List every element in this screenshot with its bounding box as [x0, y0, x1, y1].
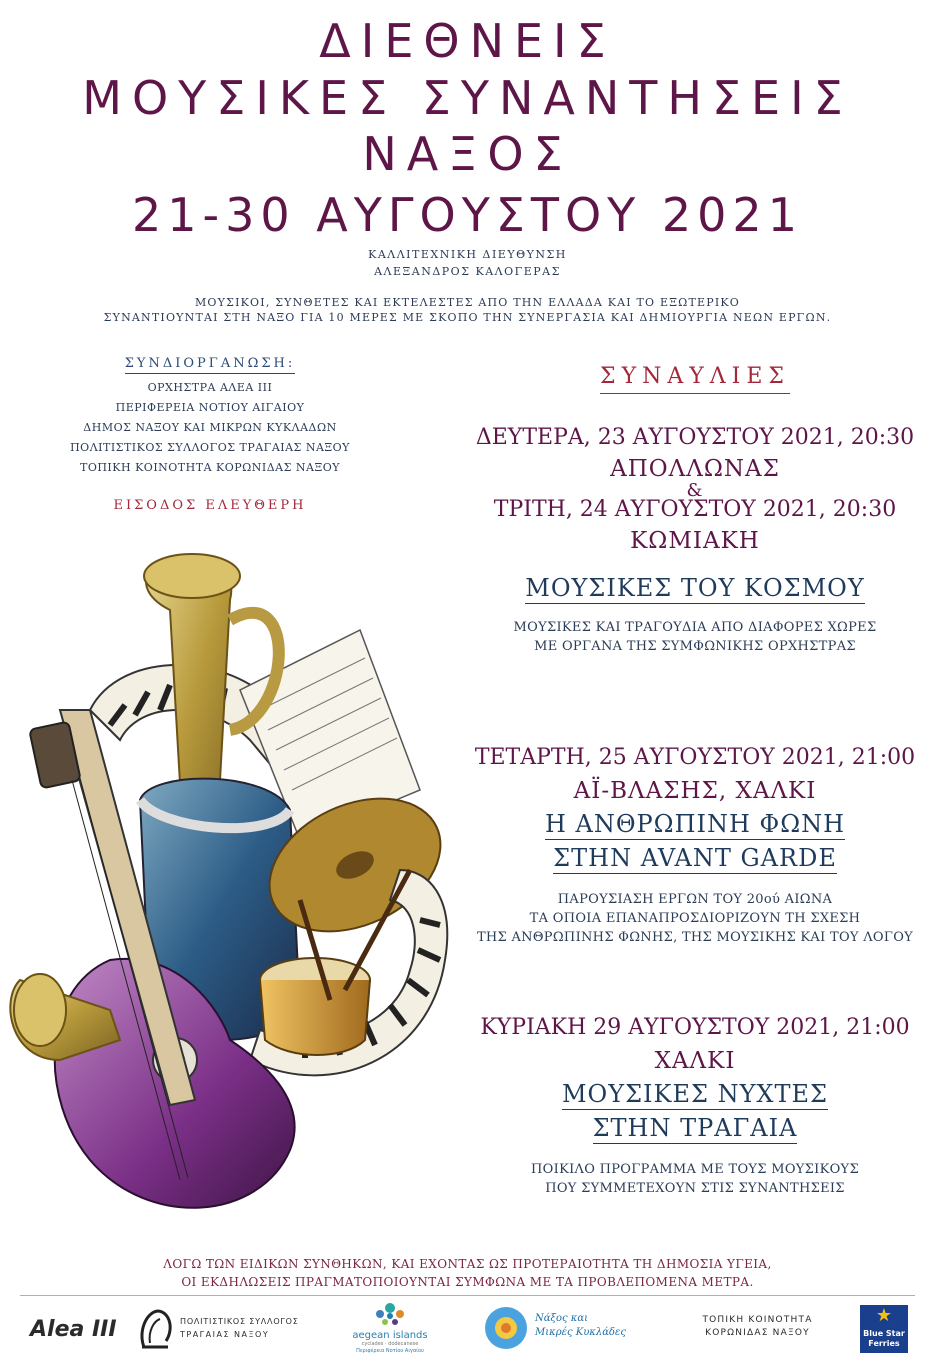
program-desc: ΠΑΡΟΥΣΙΑΣΗ ΕΡΓΩΝ ΤΟΥ 20ού ΑΙΩΝΑ: [557, 892, 833, 907]
aegean-logo-text: aegean islands: [352, 1330, 428, 1341]
concerts-heading: ΣΥΝΑΥΛΙΕΣ: [600, 364, 790, 394]
free-entry: ΕΙΣΟΔΟΣ ΕΛΕΥΘΕΡΗ: [113, 498, 307, 513]
program-title: ΜΟΥΣΙΚΕΣ ΝΥΧΤΕΣ: [561, 1080, 828, 1108]
concert-venue: ΚΩΜΙΑΚΗ: [630, 528, 760, 554]
organizer-item: ΔΗΜΟΣ ΝΑΞΟΥ ΚΑΙ ΜΙΚΡΩΝ ΚΥΚΛΑΔΩΝ: [83, 421, 337, 434]
local-community-logo: [680, 1315, 835, 1338]
program-desc: ΠΟΥ ΣΥΜΜΕΤΕΧΟΥΝ ΣΤΙΣ ΣΥΝΑΝΤΗΣΕΙΣ: [545, 1181, 845, 1196]
local-logo-line2: ΚΟΡΩΝΙΔΑΣ ΝΑΞΟΥ: [705, 1328, 810, 1338]
health-note-line: ΛΟΓΩ ΤΩΝ ΕΙΔΙΚΩΝ ΣΥΝΘΗΚΩΝ, ΚΑΙ ΕΧΟΝΤΑΣ ΩΣ ΠΡΟΤΕΡΑΙΟΤΗΤΑ ΤΗ ΔΗΜΟΣΙΑ ΥΓΕΙΑ,: [163, 1257, 772, 1271]
concert-date: ΔΕΥΤΕΡΑ, 23 ΑΥΓΟΥΣΤΟΥ 2021, 20:30: [475, 425, 915, 450]
cultural-logo-line1: ΠΟΛΙΤΙΣΤΙΚΟΣ ΣΥΛΛΟΓΟΣ: [180, 1317, 299, 1326]
instruments-illustration: [0, 540, 470, 1240]
naxos-logo-line2: Μικρές Κυκλάδες: [535, 1327, 626, 1338]
concert-date: ΤΡΙΤΗ, 24 ΑΥΓΟΥΣΤΟΥ 2021, 20:30: [493, 497, 897, 522]
concert-2: [470, 745, 920, 947]
aegean-logo-region: Περιφέρεια Νοτίου Αιγαίου: [356, 1348, 424, 1354]
concerts-heading-wrap: [470, 364, 920, 394]
health-note: [0, 1255, 935, 1291]
program-desc: ΜΕ ΟΡΓΑΝΑ ΤΗΣ ΣΥΜΦΩΝΙΚΗΣ ΟΡΧΗΣΤΡΑΣ: [534, 639, 856, 654]
artistic-director: ΑΛΕΞΑΝΔΡΟΣ ΚΑΛΟΓΕΡΑΣ: [374, 265, 561, 278]
aegean-logo-sub: cyclades · dodecanese: [361, 1341, 419, 1347]
title-dates: 21-30 ΑΥΓΟΥΣΤΟΥ 2021: [132, 188, 803, 242]
cultural-association-logo: [136, 1305, 301, 1351]
footer-divider: [20, 1295, 915, 1296]
organizers-block: [40, 352, 380, 513]
program-title: ΣΤΗΝ AVANT GARDE: [553, 844, 837, 872]
naxos-logo-line1: Νάξος και: [535, 1313, 589, 1324]
intro-line-1: ΜΟΥΣΙΚΟΙ, ΣΥΝΘΕΤΕΣ ΚΑΙ ΕΚΤΕΛΕΣΤΕΣ ΑΠΟ ΤΗΝ ΕΛΛΑΔΑ ΚΑΙ ΤΟ ΕΞΩΤΕΡΙΚΟ: [194, 296, 741, 309]
organizers-heading: ΣΥΝΔΙΟΡΓΑΝΩΣΗ:: [125, 356, 296, 374]
organizer-item: ΠΕΡΙΦΕΡΕΙΑ ΝΟΤΙΟΥ ΑΙΓΑΙΟΥ: [115, 401, 305, 414]
aegean-islands-logo: [345, 1300, 435, 1356]
ampersand: &: [686, 480, 704, 501]
local-logo-line1: ΤΟΠΙΚΗ ΚΟΙΝΟΤΗΤΑ: [702, 1315, 813, 1325]
intro-line-2: ΣΥΝΑΝΤΙΟΥΝΤΑΙ ΣΤΗ ΝΑΞΟ ΓΙΑ 10 ΜΕΡΕΣ ΜΕ ΣΚΟΠΟ ΤΗΝ ΣΥΝΕΡΓΑΣΙΑ ΚΑΙ ΔΗΜΙΟΥΡΓΙΑ ΝΕΩΝ ΕΡΓΩΝ.: [103, 311, 832, 324]
concert-venue: ΧΑΛΚΙ: [654, 1048, 736, 1074]
star-icon: ★: [875, 1305, 893, 1326]
program-title: ΜΟΥΣΙΚΕΣ ΤΟΥ ΚΟΣΜΟΥ: [525, 574, 865, 602]
organizer-item: ΠΟΛΙΤΙΣΤΙΚΟΣ ΣΥΛΛΟΓΟΣ ΤΡΑΓΑΙΑΣ ΝΑΞΟΥ: [70, 441, 350, 454]
bluestar-line1: Blue Star: [863, 1329, 905, 1338]
dots-cluster-icon: [370, 1300, 410, 1326]
organizer-item: ΤΟΠΙΚΗ ΚΟΙΝΟΤΗΤΑ ΚΟΡΩΝΙΔΑΣ ΝΑΞΟΥ: [79, 461, 340, 474]
program-desc: ΤΗΣ ΑΝΘΡΩΠΙΝΗΣ ΦΩΝΗΣ, ΤΗΣ ΜΟΥΣΙΚΗΣ ΚΑΙ ΤΟΥ ΛΟΓΟΥ: [476, 930, 914, 945]
sun-emblem-icon: [483, 1305, 529, 1351]
organizer-item: ΟΡΧΗΣΤΡΑ ΑΛΕΑ III: [147, 381, 273, 394]
title-line-3: ΝΑΞΟΣ: [362, 127, 573, 181]
program-desc: ΜΟΥΣΙΚΕΣ ΚΑΙ ΤΡΑΓΟΥΔΙΑ ΑΠΟ ΔΙΑΦΟΡΕΣ ΧΩΡΕΣ: [513, 620, 877, 635]
concert-1: [470, 425, 920, 656]
concert-venue: ΑΠΟΛΛΩΝΑΣ: [610, 456, 780, 482]
concert-venue: ΑΪ-ΒΛΑΣΗΣ, ΧΑΛΚΙ: [573, 778, 817, 804]
program-title: ΣΤΗΝ ΤΡΑΓΑΙΑ: [592, 1114, 798, 1142]
concert-date: ΤΕΤΑΡΤΗ, 25 ΑΥΓΟΥΣΤΟΥ 2021, 21:00: [474, 745, 916, 770]
artistic-direction-label: ΚΑΛΛΙΤΕΧΝΙΚΗ ΔΙΕΥΘΥΝΣΗ: [368, 248, 567, 261]
concert-date: ΚΥΡΙΑΚΗ 29 ΑΥΓΟΥΣΤΟΥ 2021, 21:00: [480, 1015, 910, 1040]
alea-logo: Alea III: [30, 1317, 117, 1342]
program-title: Η ΑΝΘΡΩΠΙΝΗ ΦΩΝΗ: [544, 810, 846, 838]
title-line-2: ΜΟΥΣΙΚΕΣ ΣΥΝΑΝΤΗΣΕΙΣ: [82, 71, 853, 125]
lyre-icon: [136, 1307, 176, 1349]
blue-star-ferries-logo: [860, 1305, 908, 1353]
program-desc: ΤΑ ΟΠΟΙΑ ΕΠΑΝΑΠΡΟΣΔΙΟΡΙΖΟΥΝ ΤΗ ΣΧΕΣΗ: [529, 911, 861, 926]
health-note-line: ΟΙ ΕΚΔΗΛΩΣΕΙΣ ΠΡΑΓΜΑΤΟΠΟΙΟΥΝΤΑΙ ΣΥΜΦΩΝΑ ΜΕ ΤΑ ΠΡΟΒΛΕΠΟΜΕΝΑ ΜΕΤΡΑ.: [181, 1275, 754, 1289]
naxos-municipality-logo: [483, 1305, 643, 1351]
title-line-1: ΔΙΕΘΝΕΙΣ: [319, 14, 616, 68]
program-desc: ΠΟΙΚΙΛΟ ΠΡΟΓΡΑΜΜΑ ΜΕ ΤΟΥΣ ΜΟΥΣΙΚΟΥΣ: [531, 1162, 859, 1177]
cultural-logo-line2: ΤΡΑΓΑΙΑΣ ΝΑΞΟΥ: [180, 1330, 270, 1339]
bluestar-line2: Ferries: [868, 1339, 900, 1348]
concert-3: [470, 1015, 920, 1198]
